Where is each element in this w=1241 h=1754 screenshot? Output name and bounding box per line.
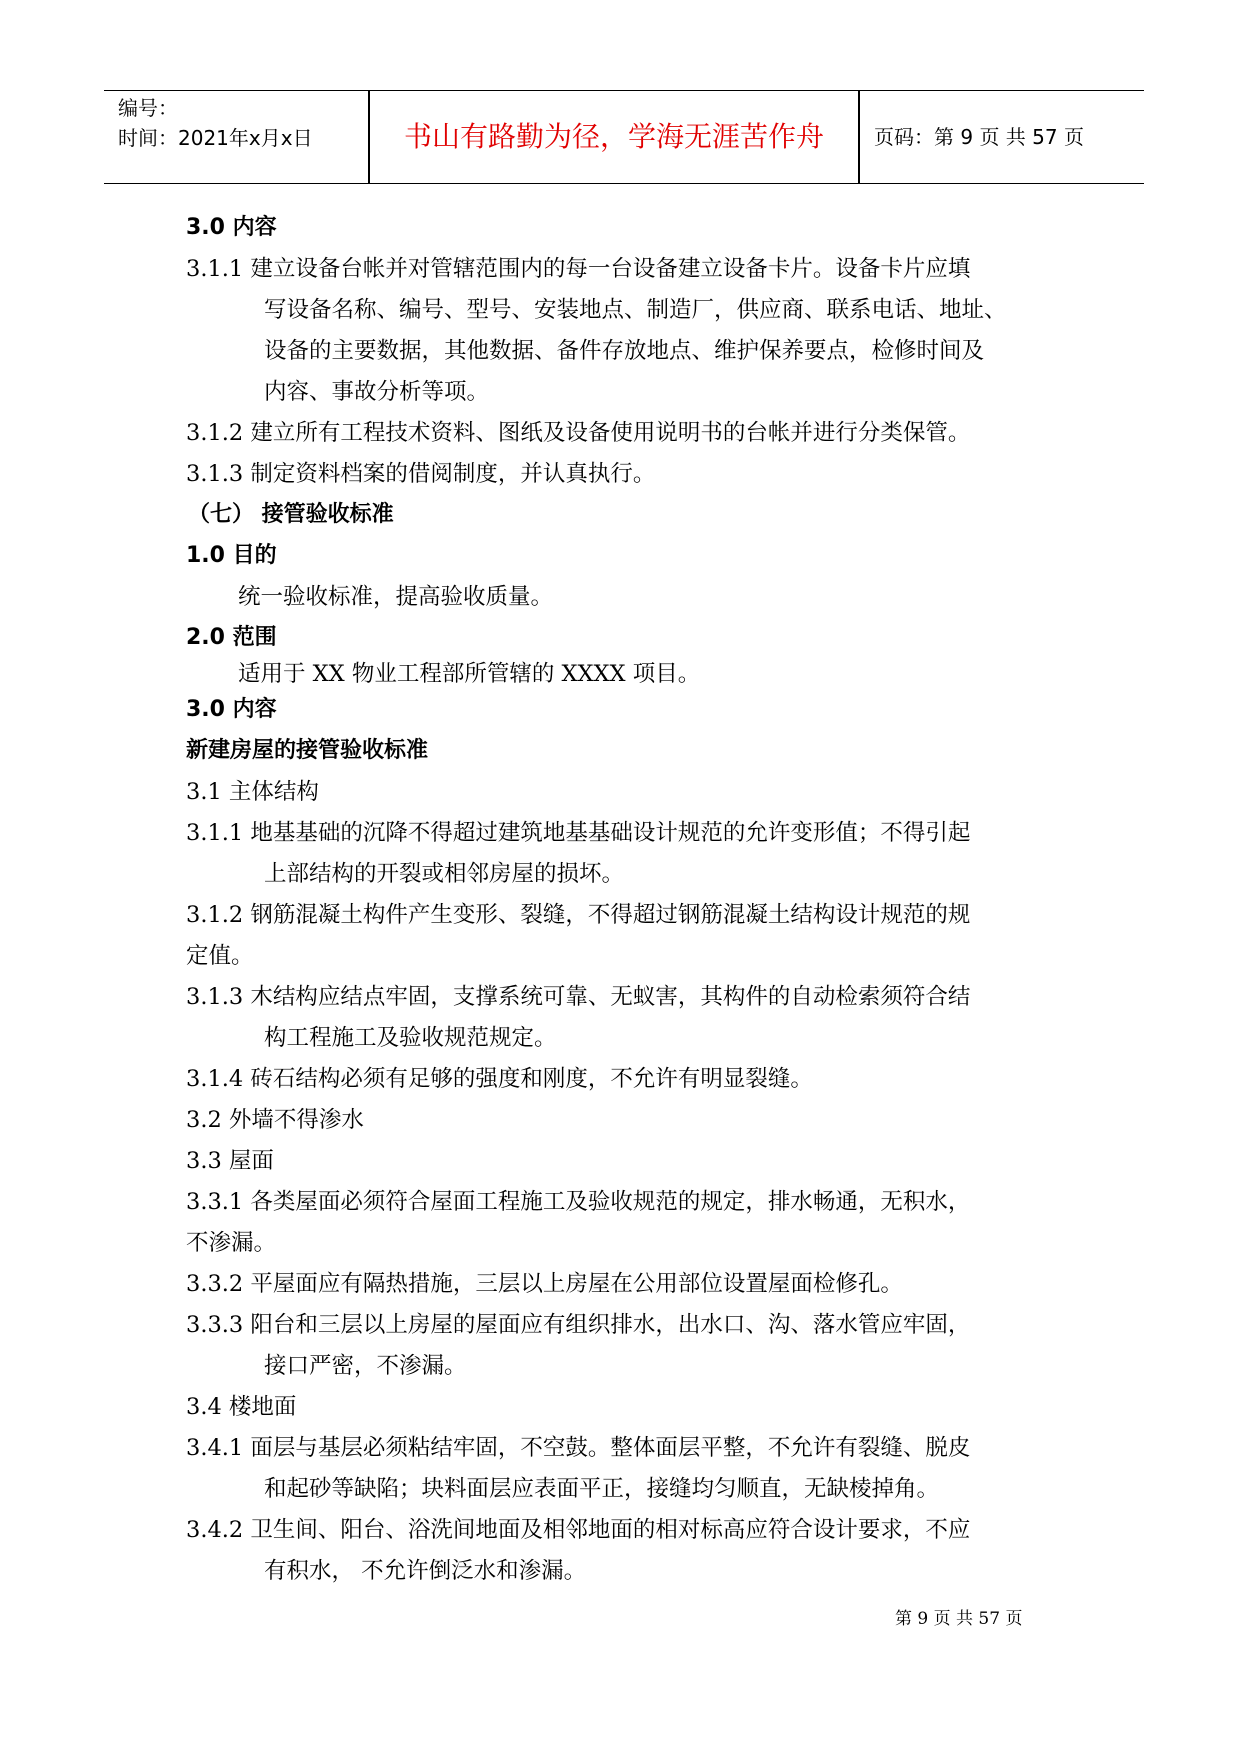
body-line: 3.4.1 面层与基层必须粘结牢固，不空鼓。整体面层平整，不允许有裂缝、脱皮 (186, 1435, 971, 1461)
section-heading: 3.0 内容 (186, 697, 277, 722)
body-line: 上部结构的开裂或相邻房屋的损坏。 (264, 861, 625, 887)
chapter-heading: （七） 接管验收标准 (188, 502, 394, 527)
body-line: 设备的主要数据，其他数据、备件存放地点、维护保养要点，检修时间及 (264, 338, 985, 364)
header-motto: 书山有路勤为径，学海无涯苦作舟 (403, 120, 824, 153)
body-line: 不渗漏。 (186, 1230, 277, 1256)
body-line: 3.3 屋面 (186, 1148, 274, 1174)
body-line: 3.1.2 建立所有工程技术资料、图纸及设备使用说明书的台帐并进行分类保管。 (186, 420, 971, 446)
header-page-label: 页码：第 9 页 共 57 页 (874, 125, 1084, 149)
body-line: 和起砂等缺陷；块料面层应表面平正，接缝均匀顺直，无缺棱掉角。 (264, 1476, 940, 1502)
page-footer: 第 9 页 共 57 页 (895, 1609, 1023, 1629)
body-line: 写设备名称、编号、型号、安装地点、制造厂，供应商、联系电话、地址、 (264, 297, 1007, 323)
body-line: 定值。 (186, 943, 254, 969)
header-divider (858, 91, 860, 183)
body-line: 适用于 XX 物业工程部所管辖的 XXXX 项目。 (238, 661, 701, 687)
body-line: 3.1 主体结构 (186, 779, 319, 805)
body-line: 构工程施工及验收规范规定。 (264, 1025, 557, 1051)
body-line: 3.3.1 各类屋面必须符合屋面工程施工及验收规范的规定，排水畅通，无积水， (186, 1189, 971, 1215)
section-heading: 3.0 内容 (186, 215, 277, 240)
header-meta (118, 93, 313, 153)
body-line: 3.1.1 建立设备台帐并对管辖范围内的每一台设备建立设备卡片。设备卡片应填 (186, 256, 971, 282)
body-line: 3.1.2 钢筋混凝土构件产生变形、裂缝，不得超过钢筋混凝土结构设计规范的规 (186, 902, 971, 928)
body-line: 有积水， 不允许倒泛水和渗漏。 (264, 1558, 587, 1584)
body-line: 3.1.3 制定资料档案的借阅制度，并认真执行。 (186, 461, 656, 487)
body-line: 内容、事故分析等项。 (264, 379, 490, 405)
body-line: 3.1.3 木结构应结点牢固，支撑系统可靠、无蚁害，其构件的自动检索须符合结 (186, 984, 971, 1010)
body-line: 3.4 楼地面 (186, 1394, 297, 1420)
header-time-label: 时间：2021年x月x日 (118, 126, 313, 150)
body-line: 3.1.1 地基基础的沉降不得超过建筑地基基础设计规范的允许变形值；不得引起 (186, 820, 971, 846)
subsection-heading: 新建房屋的接管验收标准 (186, 738, 429, 763)
section-heading: 2.0 范围 (186, 625, 277, 650)
body-line: 3.1.4 砖石结构必须有足够的强度和刚度，不允许有明显裂缝。 (186, 1066, 813, 1092)
page-header (104, 90, 1144, 184)
body-line: 3.2 外墙不得渗水 (186, 1107, 364, 1133)
body-line: 统一验收标准，提高验收质量。 (238, 584, 554, 610)
body-line: 3.4.2 卫生间、阳台、浴洗间地面及相邻地面的相对标高应符合设计要求，不应 (186, 1517, 971, 1543)
body-line: 3.3.2 平屋面应有隔热措施，三层以上房屋在公用部位设置屋面检修孔。 (186, 1271, 903, 1297)
section-heading: 1.0 目的 (186, 543, 277, 568)
header-number-label: 编号： (118, 96, 178, 120)
body-line: 3.3.3 阳台和三层以上房屋的屋面应有组织排水，出水口、沟、落水管应牢固， (186, 1312, 971, 1338)
body-line: 接口严密，不渗漏。 (264, 1353, 467, 1379)
